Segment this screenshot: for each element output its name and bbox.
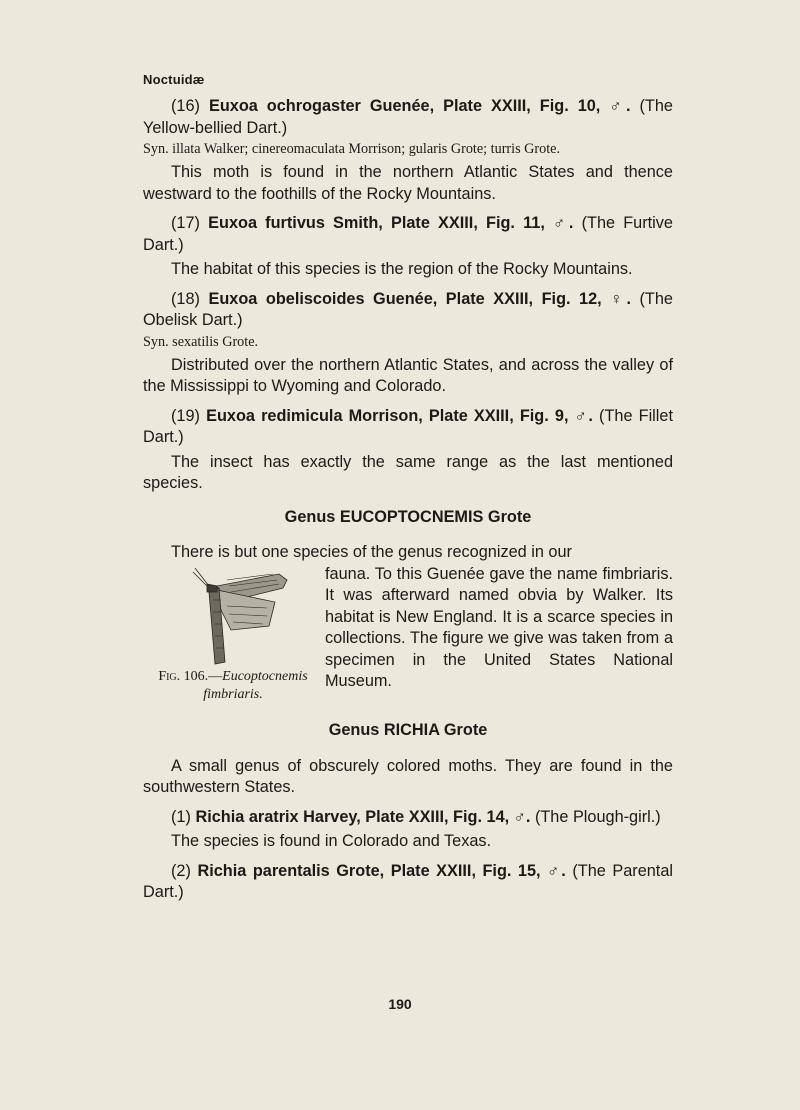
genus-description: fauna. To this Guenée gave the name fimbriaris. It was afterward named obvia by Walker. Its habitat is New England. It is a scarce species in collections. The figure we give was taken from a specimen in the United States National Museum.: [325, 564, 673, 690]
entry-number: (18): [171, 289, 200, 308]
figure-block: [143, 542, 673, 720]
body-ochrogaster: This moth is found in the northern Atlantic States and thence westward to the foothills of the Rocky Mountains.: [143, 163, 673, 203]
common-name: (The Fillet Dart.): [143, 406, 673, 446]
entry-number: (19): [171, 406, 200, 425]
common-name: (The Parental Dart.): [143, 861, 673, 901]
entry-title: Euxoa obeliscoides Guenée, Plate XXIII, Fig. 12, ♀.: [208, 289, 631, 308]
common-name: (The Furtive Dart.): [143, 214, 673, 254]
entry-title: Euxoa ochrogaster Guenée, Plate XXIII, Fig. 10, ♂.: [208, 97, 631, 115]
species-entry-obeliscoides: [143, 289, 673, 332]
synonyms-ochrogaster: [143, 140, 673, 158]
species-entry-parentalis: [143, 861, 673, 904]
page-number: 190: [388, 996, 412, 1012]
body-aratrix: The species is found in Colorado and Texas.: [171, 832, 492, 850]
figure-number: Fig. 106.—: [158, 669, 223, 684]
entry-title: Richia parentalis Grote, Plate XXIII, Fig. 15, ♂.: [197, 861, 566, 880]
entry-title: Euxoa redimicula Morrison, Plate XXIII, Fig. 9, ♂.: [206, 406, 593, 425]
species-entry-aratrix: [143, 807, 673, 829]
running-head: Noctuidæ: [143, 72, 205, 87]
figure-species-name: Eucoptocnemis fimbriaris.: [203, 669, 308, 702]
common-name: (The Plough-girl.): [534, 807, 661, 826]
synonym-text: Syn. illata Walker; cinereomaculata Morrison; gularis Grote; turris Grote.: [143, 141, 561, 157]
species-entry-redimicula: [143, 406, 673, 449]
species-entry-furtivus: [143, 213, 673, 256]
entry-title: Richia aratrix Harvey, Plate XXIII, Fig. 14, ♂.: [195, 807, 531, 826]
entry-number: (1): [171, 807, 191, 826]
genus-heading-richia: Genus RICHIA Grote: [328, 721, 488, 739]
entry-number: (2): [171, 861, 191, 880]
common-name: (The Obelisk Dart.): [143, 289, 673, 329]
body-obeliscoides: Distributed over the northern Atlantic States, and across the valley of the Mississippi to Wyoming and Colorado.: [143, 355, 673, 395]
body-redimicula: The insect has exactly the same range as the last mentioned species.: [143, 452, 673, 492]
genus-heading-eucoptocnemis: Genus EUCOPTOCNEMIS Grote: [284, 507, 532, 526]
figure-caption: [143, 668, 323, 704]
entry-title: Euxoa furtivus Smith, Plate XXIII, Fig. 11, ♂.: [208, 214, 574, 232]
entry-number: (17): [171, 214, 200, 232]
common-name: (The Yellow-bellied Dart.): [143, 97, 673, 137]
body-furtivus: The habitat of this species is the region of the Rocky Mountains.: [171, 260, 633, 278]
synonym-text: Syn. sexatilis Grote.: [143, 333, 259, 350]
richia-intro: A small genus of obscurely colored moths. They are found in the southwestern States.: [143, 756, 673, 796]
page-content: [143, 96, 673, 904]
moth-illustration: [187, 566, 297, 666]
species-entry-ochrogaster: [143, 96, 673, 139]
entry-number: (16): [171, 97, 200, 115]
genus-lead-line: There is but one species of the genus recognized in our: [171, 543, 572, 561]
synonyms-obeliscoides: [143, 333, 673, 351]
